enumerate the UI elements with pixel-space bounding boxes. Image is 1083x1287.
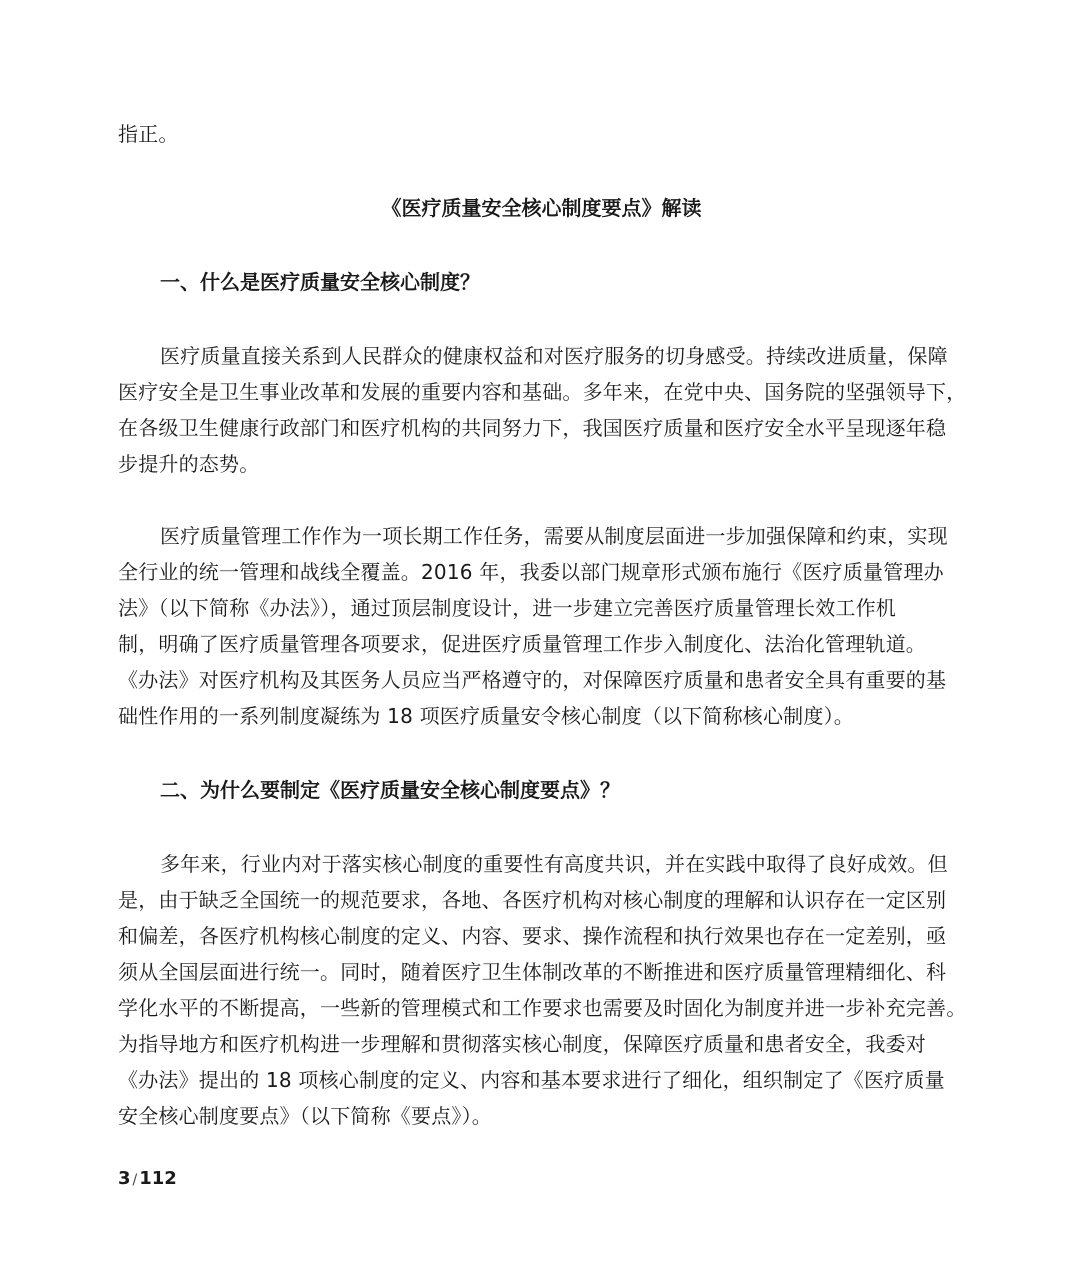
page-indicator (118, 1165, 177, 1194)
paragraph-line: 医疗质量直接关系到人民群众的健康权益和对医疗服务的切身感受。持续改进质量，保障 (160, 344, 948, 368)
paragraph-line: 多年来，行业内对于落实核心制度的重要性有高度共识，并在实践中取得了良好成效。但 (160, 852, 948, 876)
paragraph-line: 医疗安全是卫生事业改革和发展的重要内容和基础。多年来，在党中央、国务院的坚强领导下， (118, 380, 967, 404)
section-2-heading: 二、为什么要制定《医疗质量安全核心制度要点》？ (160, 778, 620, 802)
paragraph-line: 是，由于缺乏全国统一的规范要求，各地、各医疗机构对核心制度的理解和认识存在一定区别 (118, 888, 947, 912)
paragraph-line: 和偏差，各医疗机构核心制度的定义、内容、要求、操作流程和执行效果也存在一定差别，亟 (118, 924, 947, 948)
paragraph-line: 《办法》提出的 18 项核心制度的定义、内容和基本要求进行了细化，组织制定了《医疗质量 (118, 1068, 945, 1092)
document-title: 《医疗质量安全核心制度要点》解读 (381, 196, 702, 220)
paragraph-line: 全行业的统一管理和战线全覆盖。2016 年，我委以部门规章形式颁布施行《医疗质量管理办 (118, 560, 944, 584)
current-page-number: 3 (118, 1168, 131, 1189)
paragraph-line: 步提升的态势。 (118, 452, 260, 476)
paragraph-line: 础性作用的一系列制度凝练为 18 项医疗质量安令核心制度（以下简称核心制度）。 (118, 704, 854, 728)
paragraph-line: 法》（以下简称《办法》），通过顶层制度设计，进一步建立完善医疗质量管理长效工作机 (118, 596, 896, 620)
paragraph-line: 学化水平的不断提高，一些新的管理模式和工作要求也需要及时固化为制度并进一步补充完善。 (118, 996, 967, 1020)
paragraph-line: 在各级卫生健康行政部门和医疗机构的共同努力下，我国医疗质量和医疗安全水平呈现逐年稳 (118, 416, 947, 440)
paragraph-line: 《办法》对医疗机构及其医务人员应当严格遵守的，对保障医疗质量和患者安全具有重要的基 (118, 668, 947, 692)
paragraph-line: 为指导地方和医疗机构进一步理解和贯彻落实核心制度，保障医疗质量和患者安全，我委对 (118, 1032, 926, 1056)
paragraph-line: 医疗质量管理工作作为一项长期工作任务，需要从制度层面进一步加强保障和约束，实现 (160, 524, 948, 548)
page-separator: / (132, 1172, 138, 1188)
lead-line: 指正。 (118, 122, 179, 146)
total-page-count: 112 (139, 1168, 177, 1189)
paragraph-line: 安全核心制度要点》（以下简称《要点》）。 (118, 1104, 492, 1128)
section-1-heading: 一、什么是医疗质量安全核心制度？ (160, 270, 480, 294)
paragraph-line: 制，明确了医疗质量管理各项要求，促进医疗质量管理工作步入制度化、法治化管理轨道。 (118, 632, 926, 656)
paragraph-line: 须从全国层面进行统一。同时，随着医疗卫生体制改革的不断推进和医疗质量管理精细化、科 (118, 960, 947, 984)
